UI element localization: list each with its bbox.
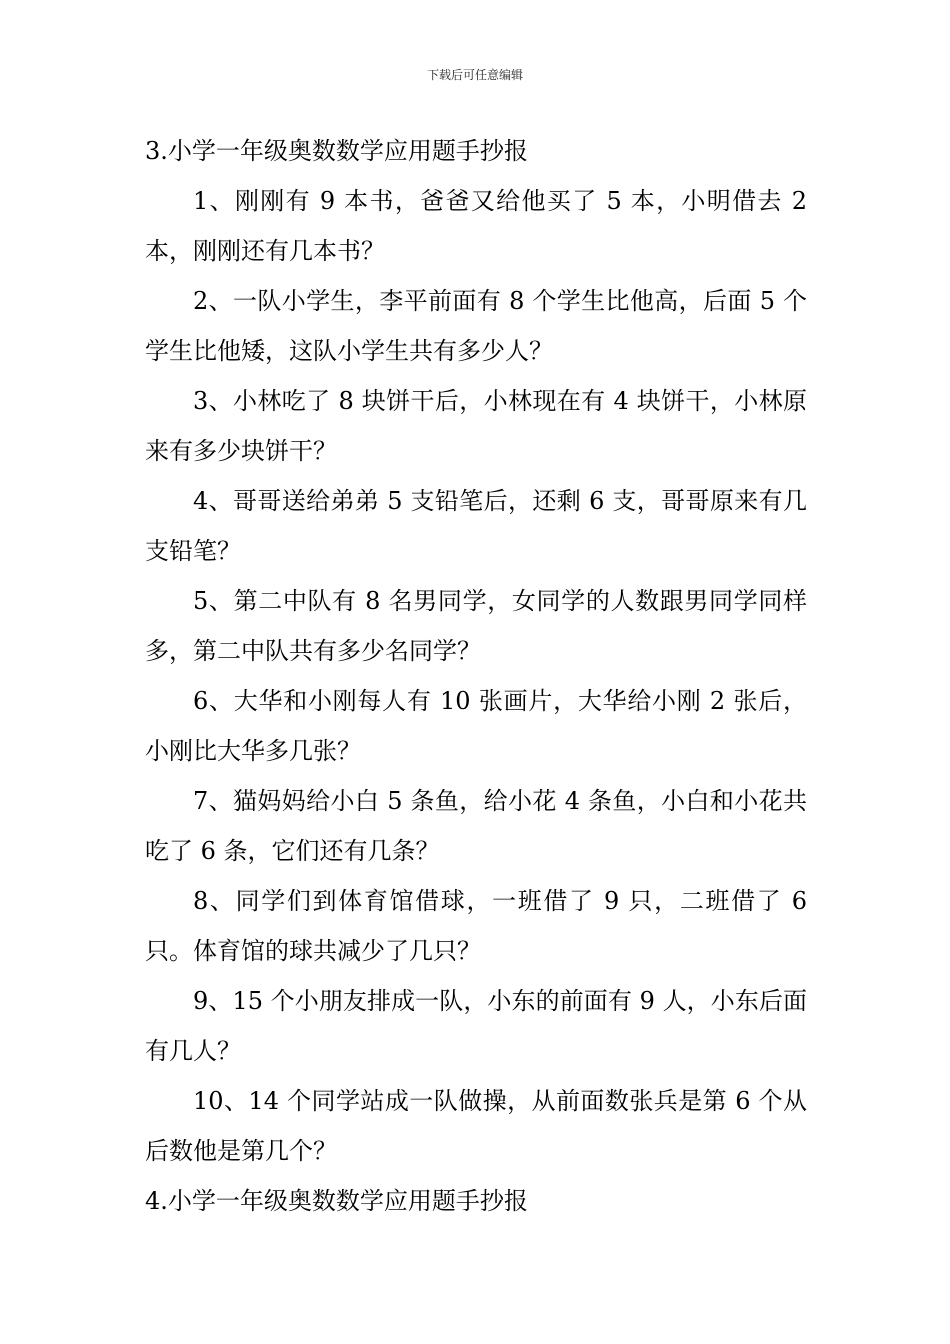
problem-5: 5、第二中队有 8 名男同学，女同学的人数跟男同学同样多，第二中队共有多少名同学？ [145, 587, 807, 665]
problem-1: 1、刚刚有 9 本书，爸爸又给他买了 5 本，小明借去 2 本，刚刚还有几本书？ [145, 187, 807, 265]
problem-2: 2、一队小学生，李平前面有 8 个学生比他高，后面 5 个学生比他矮，这队小学生共有多少人？ [145, 287, 807, 365]
problem-7: 7、猫妈妈给小白 5 条鱼，给小花 4 条鱼，小白和小花共吃了 6 条，它们还有几条？ [145, 787, 807, 865]
problem-4: 4、哥哥送给弟弟 5 支铅笔后，还剩 6 支，哥哥原来有几支铅笔？ [145, 487, 807, 565]
section-title-4: 4.小学一年级奥数数学应用题手抄报 [145, 1187, 528, 1215]
document-body [145, 126, 807, 1226]
header-note: 下载后可任意编辑 [426, 68, 523, 82]
problem-10: 10、14 个同学站成一队做操，从前面数张兵是第 6 个从后数他是第几个？ [145, 1087, 807, 1165]
problem-6: 6、大华和小刚每人有 10 张画片，大华给小刚 2 张后，小刚比大华多几张？ [145, 687, 807, 765]
problem-9: 9、15 个小朋友排成一队，小东的前面有 9 人，小东后面有几人？ [145, 987, 807, 1065]
problem-8: 8、同学们到体育馆借球，一班借了 9 只，二班借了 6 只。体育馆的球共减少了几只？ [145, 887, 807, 965]
problem-3: 3、小林吃了 8 块饼干后，小林现在有 4 块饼干，小林原来有多少块饼干？ [145, 387, 807, 465]
section-title-3: 3.小学一年级奥数数学应用题手抄报 [145, 137, 528, 165]
